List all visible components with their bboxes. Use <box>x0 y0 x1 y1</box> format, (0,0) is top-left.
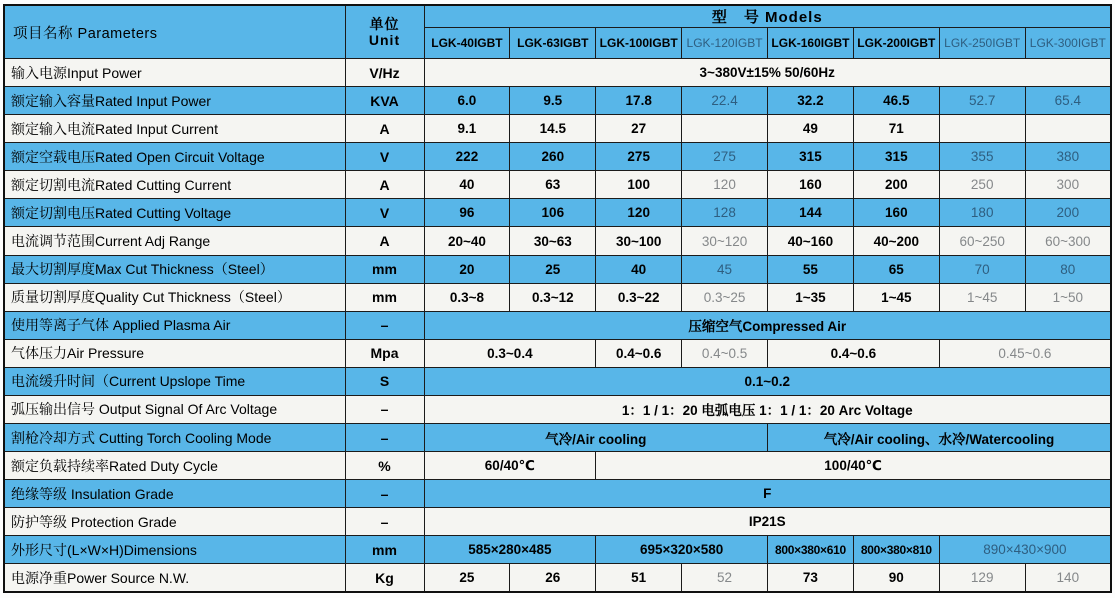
unit-cell: Kg <box>345 564 424 592</box>
value-cell: 0.3~0.4 <box>424 339 596 367</box>
spec-table <box>3 4 1112 593</box>
value-cell: 180 <box>939 199 1025 227</box>
value-cell: 90 <box>853 564 939 592</box>
param-cell: 绝缘等级 Insulation Grade <box>4 480 345 508</box>
unit-cell: mm <box>345 536 424 564</box>
value-cell: 30~120 <box>682 227 768 255</box>
value-cell: 40 <box>424 171 510 199</box>
param-cell: 额定切割电压Rated Cutting Voltage <box>4 199 345 227</box>
param-cell: 额定负载持续率Rated Duty Cycle <box>4 452 345 480</box>
table-row <box>4 227 1111 255</box>
value-cell: 120 <box>596 199 682 227</box>
table-row <box>4 171 1111 199</box>
value-cell: 25 <box>424 564 510 592</box>
table-row <box>4 508 1111 536</box>
value-cell: 9.1 <box>424 115 510 143</box>
model-header-cell: LGK-40IGBT <box>424 28 510 59</box>
unit-cell: KVA <box>345 87 424 115</box>
param-cell: 额定切割电流Rated Cutting Current <box>4 171 345 199</box>
param-cell: 最大切割厚度Max Cut Thickness（Steel） <box>4 255 345 283</box>
value-cell: 128 <box>682 199 768 227</box>
unit-header-cn: 单位 <box>369 15 400 32</box>
table-row <box>4 199 1111 227</box>
table-row <box>4 395 1111 423</box>
table-row <box>4 255 1111 283</box>
param-cell: 额定空载电压Rated Open Circuit Voltage <box>4 143 345 171</box>
value-cell: 80 <box>1025 255 1111 283</box>
models-header: 型 号 Models <box>424 5 1111 28</box>
value-cell: 6.0 <box>424 87 510 115</box>
value-cell: 49 <box>768 115 854 143</box>
param-cell: 额定输入容量Rated Input Power <box>4 87 345 115</box>
value-cell: 250 <box>939 171 1025 199</box>
table-row <box>4 87 1111 115</box>
value-cell: F <box>424 480 1111 508</box>
param-cell: 防护等级 Protection Grade <box>4 508 345 536</box>
param-cell: 电流缓升时间（Current Upslope Time <box>4 367 345 395</box>
value-cell: 17.8 <box>596 87 682 115</box>
unit-cell: – <box>345 480 424 508</box>
unit-cell: S <box>345 367 424 395</box>
param-cell: 气体压力Air Pressure <box>4 339 345 367</box>
value-cell: IP21S <box>424 508 1111 536</box>
unit-cell: V <box>345 143 424 171</box>
value-cell: 20 <box>424 255 510 283</box>
value-cell: 0.4~0.6 <box>596 339 682 367</box>
param-cell: 使用等离子气体 Applied Plasma Air <box>4 311 345 339</box>
value-cell: 129 <box>939 564 1025 592</box>
param-cell: 电源净重Power Source N.W. <box>4 564 345 592</box>
value-cell: 800×380×810 <box>853 536 939 564</box>
value-cell: 30~100 <box>596 227 682 255</box>
model-header-cell: LGK-160IGBT <box>768 28 854 59</box>
value-cell: 46.5 <box>853 87 939 115</box>
value-cell: 800×380×610 <box>768 536 854 564</box>
value-cell: 160 <box>853 199 939 227</box>
value-cell: 60/40℃ <box>424 452 596 480</box>
value-cell: 70 <box>939 255 1025 283</box>
value-cell: 96 <box>424 199 510 227</box>
value-cell: 0.4~0.6 <box>768 339 940 367</box>
table-row <box>4 115 1111 143</box>
value-cell: 26 <box>510 564 596 592</box>
header-row-top <box>4 5 1111 28</box>
value-cell: 355 <box>939 143 1025 171</box>
value-cell: 气冷/Air cooling <box>424 424 768 452</box>
value-cell: 1~45 <box>853 283 939 311</box>
value-cell: 40 <box>596 255 682 283</box>
unit-cell: mm <box>345 255 424 283</box>
param-cell: 割枪冷却方式 Cutting Torch Cooling Mode <box>4 424 345 452</box>
value-cell: 40~160 <box>768 227 854 255</box>
value-cell: 160 <box>768 171 854 199</box>
value-cell: 65 <box>853 255 939 283</box>
value-cell: 0.4~0.5 <box>682 339 768 367</box>
table-row <box>4 564 1111 592</box>
value-cell: 14.5 <box>510 115 596 143</box>
value-cell: 0.3~25 <box>682 283 768 311</box>
value-cell: 52.7 <box>939 87 1025 115</box>
unit-cell: % <box>345 452 424 480</box>
value-cell: 200 <box>853 171 939 199</box>
table-row <box>4 452 1111 480</box>
param-cell: 输入电源Input Power <box>4 59 345 87</box>
value-cell: 32.2 <box>768 87 854 115</box>
value-cell: 9.5 <box>510 87 596 115</box>
value-cell: 0.3~22 <box>596 283 682 311</box>
value-cell: 气冷/Air cooling、水冷/Watercooling <box>768 424 1112 452</box>
value-cell: 22.4 <box>682 87 768 115</box>
value-cell: 1~45 <box>939 283 1025 311</box>
value-cell: 73 <box>768 564 854 592</box>
param-cell: 外形尺寸(L×W×H)Dimensions <box>4 536 345 564</box>
value-cell: 1~35 <box>768 283 854 311</box>
value-cell: 65.4 <box>1025 87 1111 115</box>
value-cell: 0.45~0.6 <box>939 339 1111 367</box>
spec-table-body <box>4 59 1111 593</box>
value-cell: 40~200 <box>853 227 939 255</box>
param-cell: 额定输入电流Rated Input Current <box>4 115 345 143</box>
value-cell: 63 <box>510 171 596 199</box>
table-row <box>4 367 1111 395</box>
value-cell: 55 <box>768 255 854 283</box>
value-cell: 275 <box>596 143 682 171</box>
value-cell: 260 <box>510 143 596 171</box>
value-cell: 52 <box>682 564 768 592</box>
value-cell: 0.3~8 <box>424 283 510 311</box>
param-cell: 弧压输出信号 Output Signal Of Arc Voltage <box>4 395 345 423</box>
unit-header <box>345 5 424 59</box>
value-cell: 27 <box>596 115 682 143</box>
value-cell: 120 <box>682 171 768 199</box>
value-cell: 压缩空气Compressed Air <box>424 311 1111 339</box>
unit-cell: A <box>345 171 424 199</box>
unit-cell: V <box>345 199 424 227</box>
value-cell: 695×320×580 <box>596 536 768 564</box>
table-row <box>4 536 1111 564</box>
value-cell: 0.1~0.2 <box>424 367 1111 395</box>
value-cell: 380 <box>1025 143 1111 171</box>
model-header-cell: LGK-100IGBT <box>596 28 682 59</box>
table-row <box>4 480 1111 508</box>
value-cell <box>1025 115 1111 143</box>
value-cell: 585×280×485 <box>424 536 596 564</box>
value-cell: 71 <box>853 115 939 143</box>
value-cell: 30~63 <box>510 227 596 255</box>
parameters-header: 项目名称 Parameters <box>4 5 345 59</box>
unit-cell: – <box>345 395 424 423</box>
value-cell: 1：1 / 1：20 电弧电压 1：1 / 1：20 Arc Voltage <box>424 395 1111 423</box>
table-row <box>4 311 1111 339</box>
param-cell: 质量切割厚度Quality Cut Thickness（Steel） <box>4 283 345 311</box>
value-cell: 45 <box>682 255 768 283</box>
value-cell: 100/40℃ <box>596 452 1111 480</box>
value-cell: 3~380V±15% 50/60Hz <box>424 59 1111 87</box>
table-row <box>4 143 1111 171</box>
value-cell: 106 <box>510 199 596 227</box>
value-cell: 315 <box>853 143 939 171</box>
unit-cell: – <box>345 508 424 536</box>
table-row <box>4 283 1111 311</box>
value-cell: 890×430×900 <box>939 536 1111 564</box>
value-cell: 60~250 <box>939 227 1025 255</box>
value-cell: 1~50 <box>1025 283 1111 311</box>
value-cell: 20~40 <box>424 227 510 255</box>
unit-cell: – <box>345 424 424 452</box>
value-cell: 300 <box>1025 171 1111 199</box>
unit-cell: – <box>345 311 424 339</box>
value-cell: 140 <box>1025 564 1111 592</box>
unit-cell: A <box>345 227 424 255</box>
spec-table-head <box>4 5 1111 59</box>
value-cell <box>939 115 1025 143</box>
value-cell: 51 <box>596 564 682 592</box>
value-cell: 222 <box>424 143 510 171</box>
value-cell: 25 <box>510 255 596 283</box>
model-header-cell: LGK-200IGBT <box>853 28 939 59</box>
value-cell: 315 <box>768 143 854 171</box>
model-header-cell: LGK-120IGBT <box>682 28 768 59</box>
value-cell: 144 <box>768 199 854 227</box>
value-cell: 275 <box>682 143 768 171</box>
value-cell: 200 <box>1025 199 1111 227</box>
model-header-cell: LGK-63IGBT <box>510 28 596 59</box>
table-row <box>4 339 1111 367</box>
param-cell: 电流调节范围Current Adj Range <box>4 227 345 255</box>
value-cell: 60~300 <box>1025 227 1111 255</box>
table-row <box>4 424 1111 452</box>
table-row <box>4 59 1111 87</box>
value-cell <box>682 115 768 143</box>
value-cell: 0.3~12 <box>510 283 596 311</box>
model-header-cell: LGK-250IGBT <box>939 28 1025 59</box>
value-cell: 100 <box>596 171 682 199</box>
unit-cell: mm <box>345 283 424 311</box>
unit-cell: A <box>345 115 424 143</box>
model-header-cell: LGK-300IGBT <box>1025 28 1111 59</box>
unit-header-en: Unit <box>368 32 401 48</box>
unit-cell: V/Hz <box>345 59 424 87</box>
unit-cell: Mpa <box>345 339 424 367</box>
